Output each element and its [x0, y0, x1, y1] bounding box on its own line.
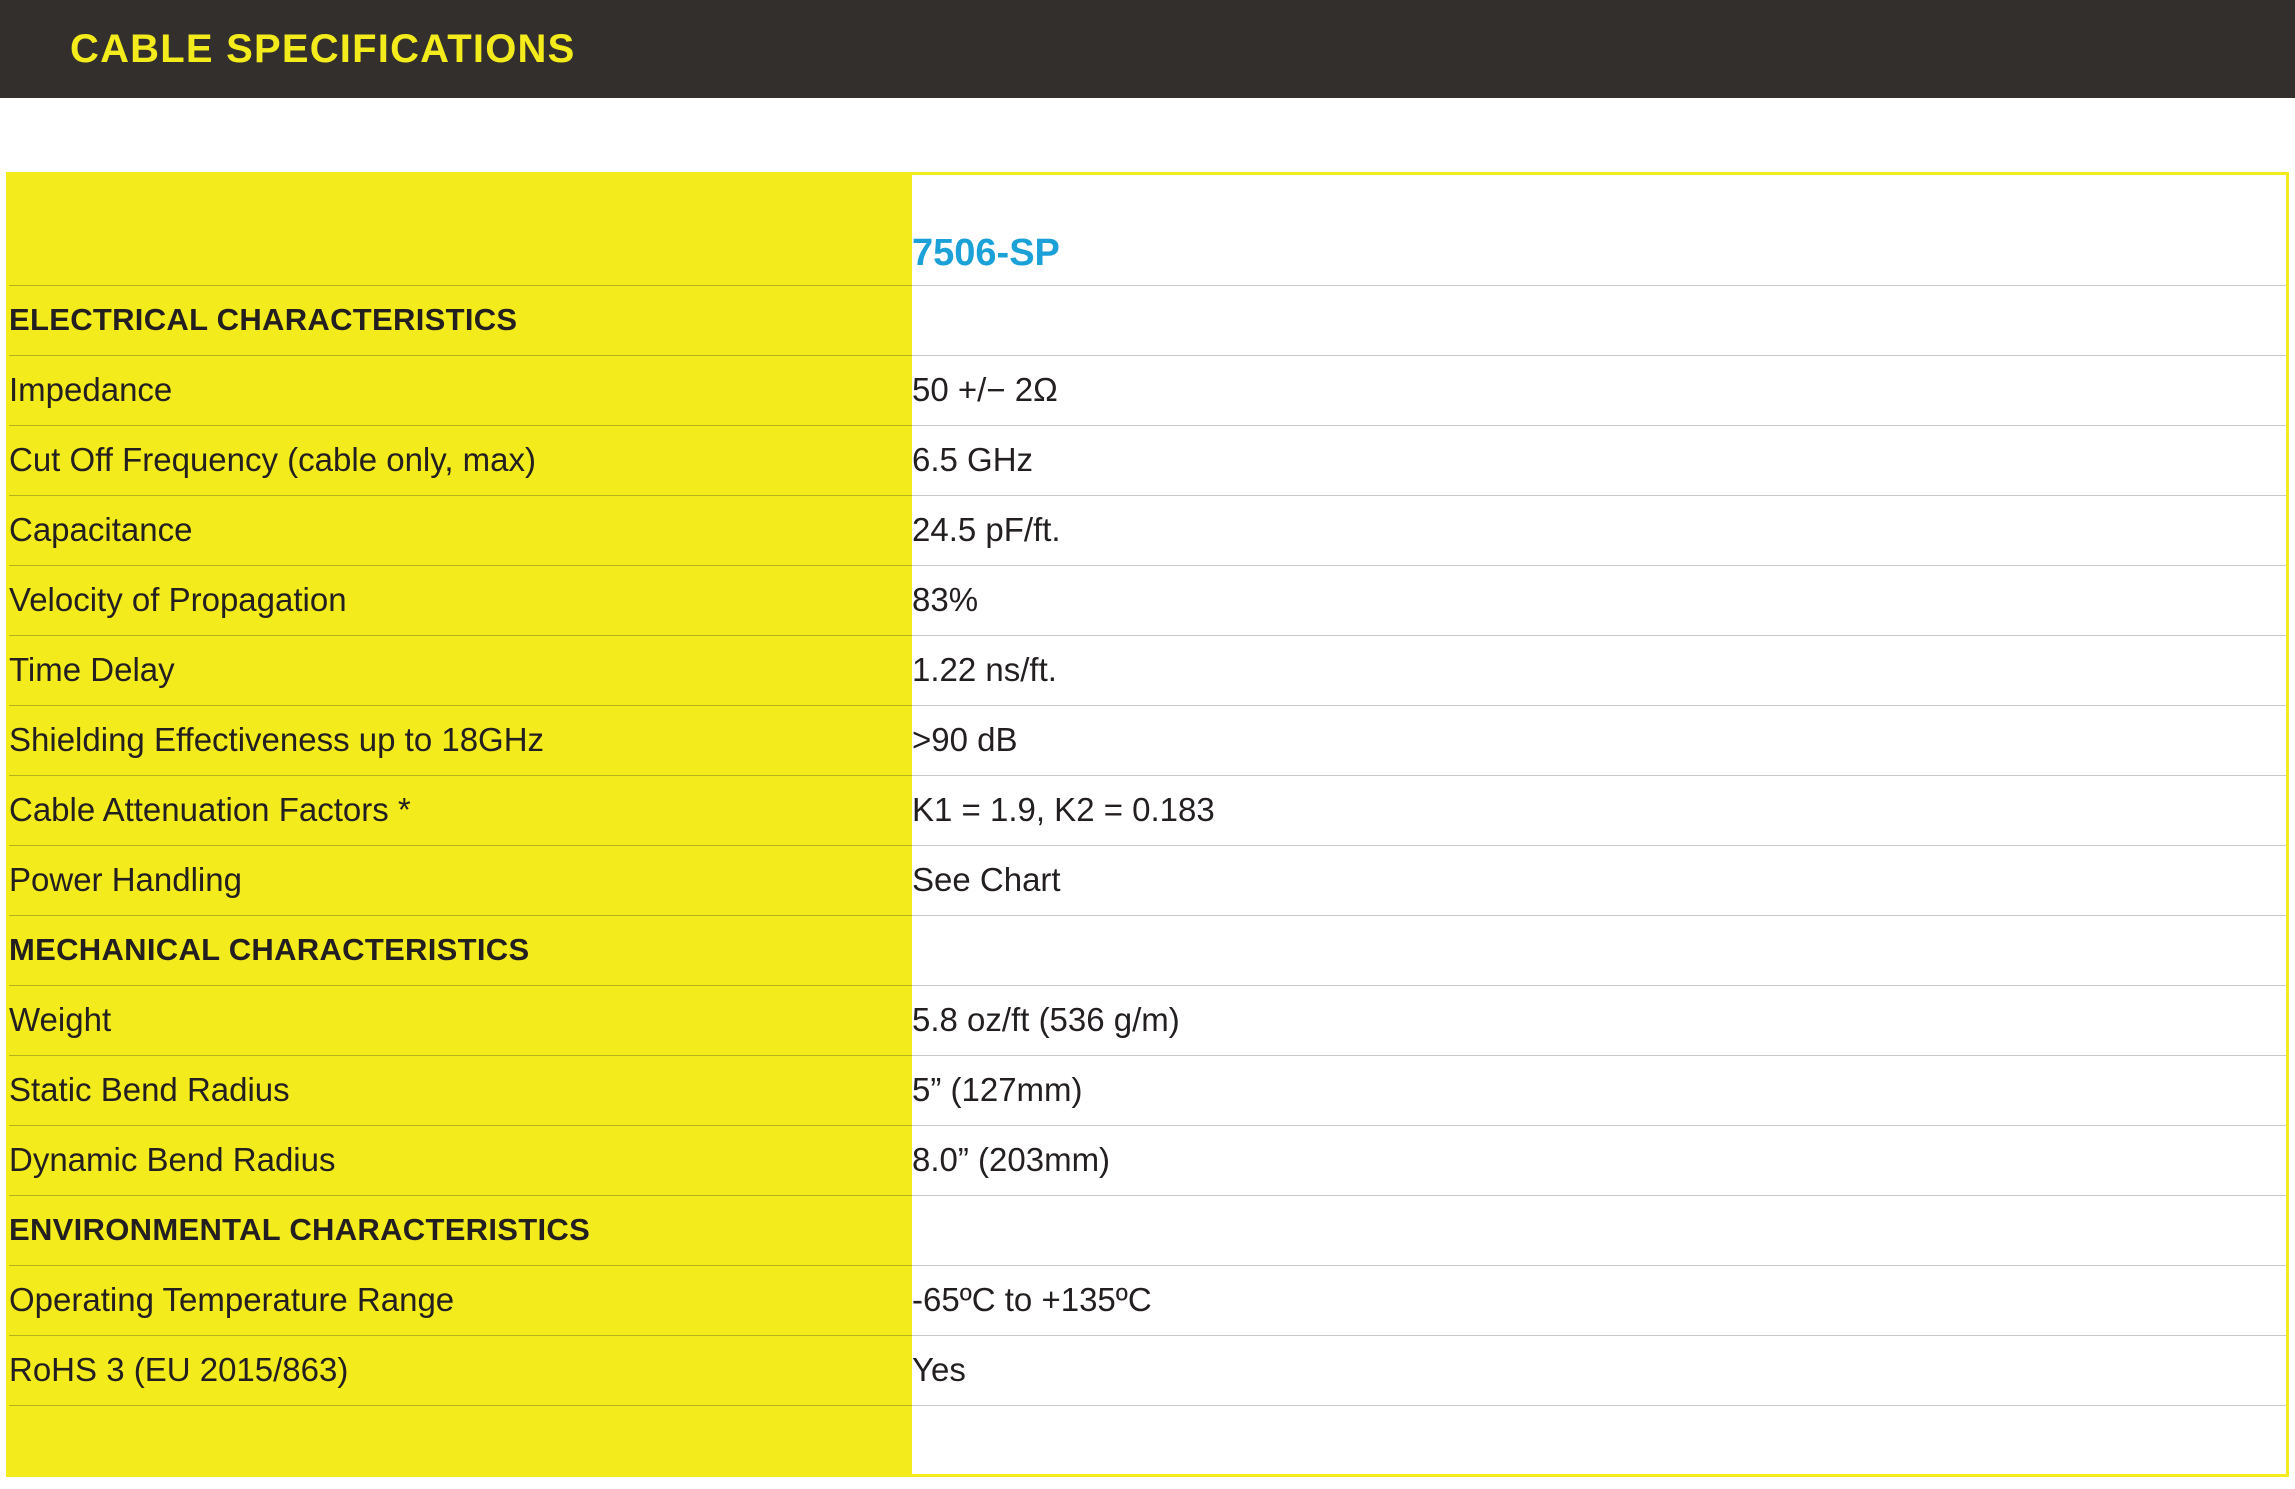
- spec-label: [9, 1405, 912, 1483]
- spec-label: Time Delay: [9, 635, 912, 705]
- spec-label: Cable Attenuation Factors *: [9, 775, 912, 845]
- table-row: [9, 425, 2286, 495]
- table-section-row: [9, 915, 2286, 985]
- spec-label: Shielding Effectiveness up to 18GHz: [9, 705, 912, 775]
- page-title: CABLE SPECIFICATIONS: [70, 26, 576, 71]
- spec-value: 50 +/− 2Ω: [912, 355, 2286, 425]
- spec-label: Capacitance: [9, 495, 912, 565]
- table-row: [9, 355, 2286, 425]
- spec-label: RoHS 3 (EU 2015/863): [9, 1335, 912, 1405]
- specifications-table-container: [6, 172, 2289, 1477]
- spec-value: 1.22 ns/ft.: [912, 635, 2286, 705]
- spec-label: Velocity of Propagation: [9, 565, 912, 635]
- table-row: [9, 635, 2286, 705]
- table-header-label-cell: [9, 175, 912, 285]
- spec-value: 83%: [912, 565, 2286, 635]
- spec-label: Operating Temperature Range: [9, 1265, 912, 1335]
- spec-value: 24.5 pF/ft.: [912, 495, 2286, 565]
- table-row: [9, 705, 2286, 775]
- spec-label: Dynamic Bend Radius: [9, 1125, 912, 1195]
- table-row: [9, 1125, 2286, 1195]
- table-row: [9, 565, 2286, 635]
- spec-value: [912, 1405, 2286, 1483]
- spec-value: [912, 915, 2286, 985]
- table-row: [9, 845, 2286, 915]
- table-section-row: [9, 1195, 2286, 1265]
- table-row: [9, 775, 2286, 845]
- table-section-row: [9, 285, 2286, 355]
- spec-label: Weight: [9, 985, 912, 1055]
- spec-value: 8.0” (203mm): [912, 1125, 2286, 1195]
- spec-value: 6.5 GHz: [912, 425, 2286, 495]
- spec-label: Power Handling: [9, 845, 912, 915]
- section-heading: ELECTRICAL CHARACTERISTICS: [9, 285, 912, 355]
- spec-value: [912, 285, 2286, 355]
- table-row: [9, 985, 2286, 1055]
- specifications-table: [9, 175, 2286, 1483]
- spec-value: -65ºC to +135ºC: [912, 1265, 2286, 1335]
- table-row: [9, 1055, 2286, 1125]
- part-number-header: 7506-SP: [912, 175, 2286, 285]
- section-heading: MECHANICAL CHARACTERISTICS: [9, 915, 912, 985]
- spec-label: Static Bend Radius: [9, 1055, 912, 1125]
- table-header-row: [9, 175, 2286, 285]
- section-heading: ENVIRONMENTAL CHARACTERISTICS: [9, 1195, 912, 1265]
- spec-value: Yes: [912, 1335, 2286, 1405]
- table-row: [9, 1335, 2286, 1405]
- spec-label: Impedance: [9, 355, 912, 425]
- spec-value: See Chart: [912, 845, 2286, 915]
- spec-value: >90 dB: [912, 705, 2286, 775]
- header-bar: [0, 0, 2295, 98]
- spec-value: 5.8 oz/ft (536 g/m): [912, 985, 2286, 1055]
- spec-value: K1 = 1.9, K2 = 0.183: [912, 775, 2286, 845]
- spec-value: [912, 1195, 2286, 1265]
- spec-label: Cut Off Frequency (cable only, max): [9, 425, 912, 495]
- spec-value: 5” (127mm): [912, 1055, 2286, 1125]
- table-filler-row: [9, 1405, 2286, 1483]
- table-row: [9, 495, 2286, 565]
- table-row: [9, 1265, 2286, 1335]
